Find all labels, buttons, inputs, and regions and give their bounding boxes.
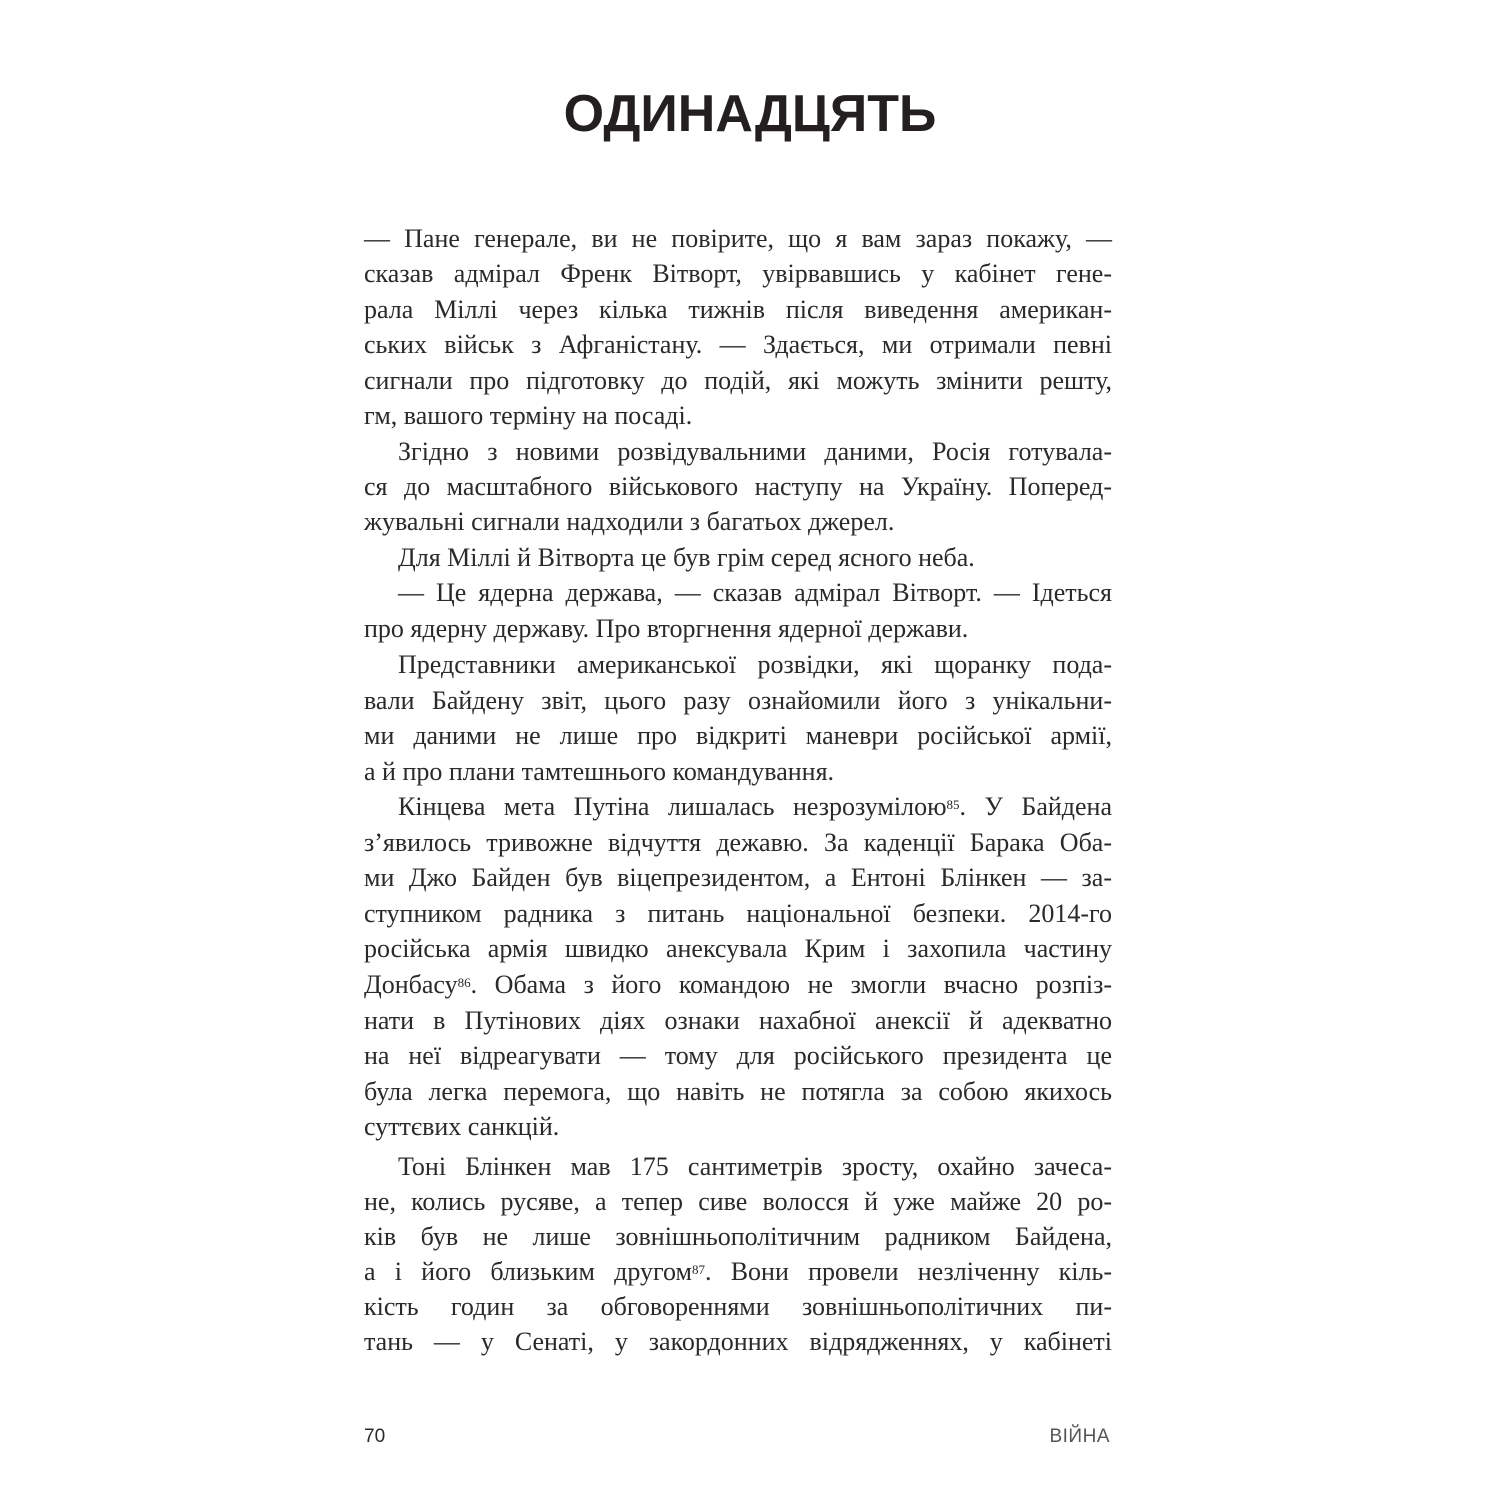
text-line: сигнали про підготовку до подій, які можуть змінити решту,: [364, 366, 1112, 395]
text-line: ських військ з Афганістану. — Здається, ми отримали певні: [364, 330, 1112, 359]
text-line: рала Міллі через кілька тижнів після виведення американ-: [364, 295, 1112, 324]
text-line: Представники американської розвідки, які щоранку пода-: [398, 650, 1112, 679]
text-fragment: . Обама з його командою не змогли вчасно розпіз-: [470, 970, 1112, 999]
page-number: 70: [364, 1426, 386, 1447]
text-fragment: Донбасу: [364, 970, 458, 999]
text-line: суттєвих санкцій.: [364, 1112, 560, 1141]
text-line: Тоні Блінкен мав 175 сантиметрів зросту, охайно зачеса-: [398, 1152, 1112, 1181]
text-line: [364, 790, 1112, 824]
running-title: ВІЙНА: [1049, 1426, 1110, 1447]
text-line: вали Байдену звіт, цього разу ознайомили його з унікальни-: [364, 686, 1112, 715]
text-line: ступником радника з питань національної безпеки. 2014-го: [364, 899, 1112, 928]
text-line: кість годин за обговореннями зовнішньополітичних пи-: [364, 1292, 1112, 1321]
text-line: Для Міллі й Вітворта це був грім серед ясного неба.: [398, 543, 975, 572]
body-text: [364, 0, 1112, 1500]
text-line: ків був не лише зовнішньополітичним радником Байдена,: [364, 1222, 1112, 1251]
text-line: сказав адмірал Френк Вітворт, увірвавшись у кабінет гене-: [364, 259, 1112, 288]
text-fragment: а і його близьким другом: [364, 1257, 692, 1286]
text-line: жувальні сигнали надходили з багатьох джерел.: [364, 507, 895, 536]
footnote-ref[interactable]: 86: [457, 975, 471, 990]
text-line: гм, вашого терміну на посаді.: [364, 401, 693, 430]
text-line: Згідно з новими розвідувальними даними, Росія готувала-: [398, 437, 1112, 466]
text-line: не, колись русяве, а тепер сиве волосся й уже майже 20 ро-: [364, 1187, 1112, 1216]
text-line: ся до масштабного військового наступу на Україну. Поперед-: [364, 472, 1112, 501]
text-line: про ядерну державу. Про вторгнення ядерної держави.: [364, 614, 969, 643]
text-line: з’явилось тривожне відчуття дежавю. За каденції Барака Оба-: [364, 828, 1112, 857]
text-line: [364, 968, 1112, 1002]
text-line: — Пане генерале, ви не повірите, що я вам зараз покажу, —: [364, 224, 1112, 253]
text-fragment: Кінцева мета Путіна лишалась незрозумілою: [398, 792, 947, 821]
text-line: а й про плани тамтешнього командування.: [364, 757, 835, 786]
text-line: тань — у Сенаті, у закордонних відрядженнях, у кабінеті: [364, 1327, 1112, 1356]
text-fragment: . У Байдена: [959, 792, 1112, 821]
footnote-ref[interactable]: 85: [946, 797, 960, 812]
text-line: [364, 1255, 1112, 1289]
text-line: ми Джо Байден був віцепрезидентом, а Ентоні Блінкен — за-: [364, 863, 1112, 892]
text-line: російська армія швидко анексувала Крим і захопила частину: [364, 934, 1112, 963]
text-line: була легка перемога, що навіть не потягла за собою якихось: [364, 1077, 1112, 1106]
footnote-ref[interactable]: 87: [692, 1262, 705, 1277]
text-line: ми даними не лише про відкриті маневри російської армії,: [364, 721, 1112, 750]
text-line: на неї відреагувати — тому для російського президента це: [364, 1041, 1112, 1070]
text-fragment: . Вони провели незліченну кіль-: [705, 1257, 1113, 1286]
text-line: — Це ядерна держава, — сказав адмірал Вітворт. — Ідеться: [398, 578, 1112, 607]
chapter-title: ОДИНАДЦЯТЬ: [563, 85, 937, 143]
text-line: нати в Путінових діях ознаки нахабної анексії й адекватно: [364, 1006, 1112, 1035]
